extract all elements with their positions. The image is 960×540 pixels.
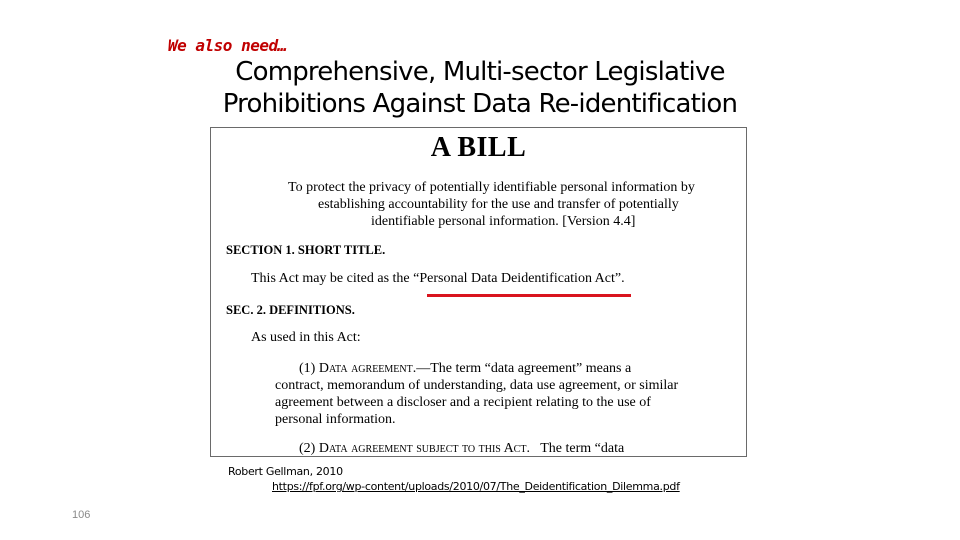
section-2-intro: As used in this Act: bbox=[251, 330, 361, 345]
definition-1-line-2: contract, memorandum of understanding, data use agreement, or similar bbox=[275, 378, 679, 393]
citation bbox=[228, 464, 680, 494]
citation-author: Robert Gellman, 2010 bbox=[228, 465, 343, 478]
section-1-text: This Act may be cited as the “Personal Data Deidentification Act”. bbox=[251, 271, 625, 286]
bill-heading: A BILL bbox=[430, 132, 527, 163]
definition-1-number: (1) bbox=[299, 361, 319, 376]
definition-1-line-1 bbox=[275, 360, 735, 377]
slide-title-line-2: Prohibitions Against Data Re-identification bbox=[222, 89, 738, 119]
definition-1-line-4: personal information. bbox=[275, 412, 396, 427]
bill-purpose-line-3: identifiable personal information. [Version 4.4] bbox=[371, 214, 636, 229]
definition-1-line-1-rest: .—The term “data agreement” means a bbox=[412, 361, 632, 376]
definition-2-number: (2) bbox=[299, 441, 319, 456]
highlight-underline bbox=[427, 294, 631, 297]
section-2-heading: SEC. 2. DEFINITIONS. bbox=[226, 303, 355, 317]
bill-purpose-line-1: To protect the privacy of potentially identifiable personal information by bbox=[288, 180, 695, 195]
definition-2-term: Data agreement subject to this Act bbox=[318, 441, 527, 456]
bill-purpose bbox=[288, 179, 718, 230]
bill-excerpt-image bbox=[210, 127, 747, 457]
section-1-heading: SECTION 1. SHORT TITLE. bbox=[226, 243, 386, 257]
citation-source-link[interactable]: https://fpf.org/wp-content/uploads/2010/07/The_Deidentification_Dilemma.pdf bbox=[272, 480, 680, 493]
definition-1-term: Data agreement bbox=[318, 361, 413, 376]
slide-kicker: We also need… bbox=[168, 36, 287, 55]
definition-1 bbox=[275, 360, 735, 428]
definition-2 bbox=[299, 441, 624, 457]
definition-1-line-3: agreement between a discloser and a recipient relating to the use of bbox=[275, 395, 651, 410]
slide-title-line-1: Comprehensive, Multi-sector Legislative bbox=[235, 57, 725, 87]
bill-purpose-line-2: establishing accountability for the use and transfer of potentially bbox=[318, 197, 679, 212]
definition-2-rest: . The term “data bbox=[526, 441, 625, 456]
slide-number: 106 bbox=[72, 509, 91, 521]
